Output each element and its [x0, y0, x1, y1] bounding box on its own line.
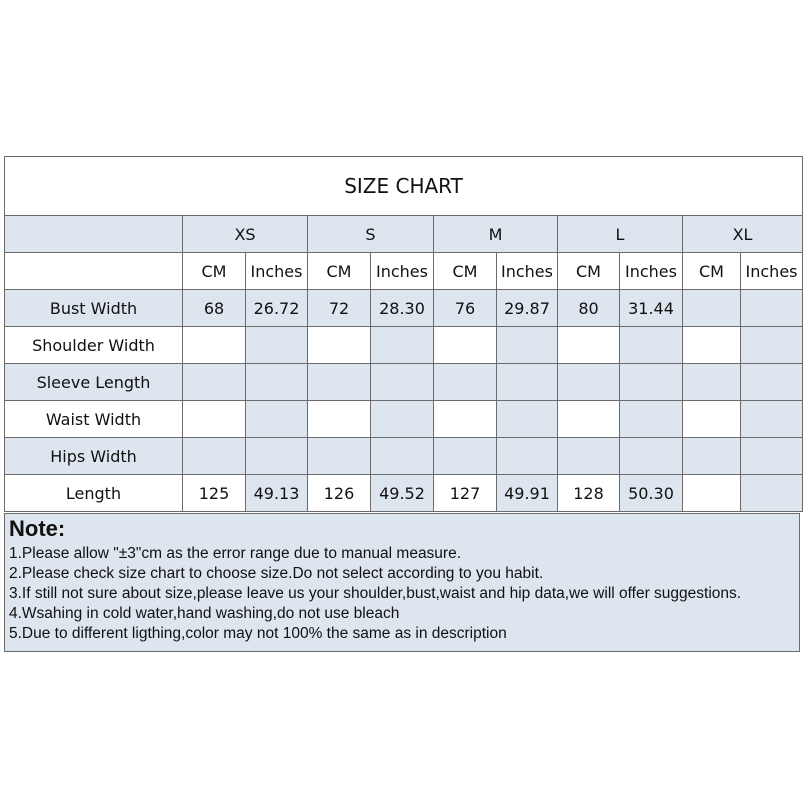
row-label: Length: [5, 475, 183, 512]
notes-title: Note:: [9, 516, 66, 541]
value-cell: [741, 475, 803, 512]
value-cell: [434, 327, 497, 364]
value-cell: 28.30: [371, 290, 434, 327]
value-cell: [558, 364, 620, 401]
unit-header: Inches: [371, 253, 434, 290]
value-cell: 50.30: [620, 475, 683, 512]
value-cell: [620, 327, 683, 364]
size-header-xs: XS: [183, 216, 308, 253]
value-cell: [246, 364, 308, 401]
value-cell: 29.87: [497, 290, 558, 327]
value-cell: 128: [558, 475, 620, 512]
value-cell: [371, 327, 434, 364]
value-cell: [371, 438, 434, 475]
chart-title: SIZE CHART: [5, 157, 803, 216]
value-cell: [308, 438, 371, 475]
value-cell: [558, 401, 620, 438]
value-cell: 125: [183, 475, 246, 512]
value-cell: 49.91: [497, 475, 558, 512]
value-cell: [741, 327, 803, 364]
value-cell: [497, 401, 558, 438]
size-header-m: M: [434, 216, 558, 253]
note-line: 5.Due to different ligthing,color may not 100% the same as in description: [9, 625, 507, 642]
note-line: 2.Please check size chart to choose size.Do not select according to you habit.: [9, 565, 544, 582]
unit-row-label: [5, 253, 183, 290]
note-line: 1.Please allow "±3"cm as the error range due to manual measure.: [9, 545, 462, 562]
unit-header: CM: [434, 253, 497, 290]
value-cell: [371, 364, 434, 401]
corner-cell: [5, 216, 183, 253]
value-cell: 76: [434, 290, 497, 327]
unit-header: Inches: [497, 253, 558, 290]
unit-header: Inches: [246, 253, 308, 290]
value-cell: [246, 327, 308, 364]
value-cell: [683, 401, 741, 438]
note-line: 3.If still not sure about size,please leave us your shoulder,bust,waist and hip data,we will offer suggestions.: [9, 585, 742, 602]
value-cell: [308, 364, 371, 401]
value-cell: [497, 364, 558, 401]
value-cell: [741, 290, 803, 327]
unit-header: CM: [183, 253, 246, 290]
value-cell: [308, 401, 371, 438]
value-cell: 49.52: [371, 475, 434, 512]
row-label: Shoulder Width: [5, 327, 183, 364]
value-cell: [683, 438, 741, 475]
value-cell: [620, 401, 683, 438]
unit-header: Inches: [620, 253, 683, 290]
value-cell: [620, 364, 683, 401]
unit-header: Inches: [741, 253, 803, 290]
value-cell: [434, 438, 497, 475]
size-header-xl: XL: [683, 216, 803, 253]
value-cell: [683, 327, 741, 364]
value-cell: 72: [308, 290, 371, 327]
notes-section: [4, 513, 800, 652]
value-cell: [620, 438, 683, 475]
value-cell: [683, 364, 741, 401]
value-cell: [434, 401, 497, 438]
unit-header: CM: [558, 253, 620, 290]
value-cell: 49.13: [246, 475, 308, 512]
unit-header: CM: [683, 253, 741, 290]
value-cell: [183, 364, 246, 401]
value-cell: 126: [308, 475, 371, 512]
value-cell: [497, 438, 558, 475]
value-cell: [497, 327, 558, 364]
value-cell: [558, 438, 620, 475]
size-header-l: L: [558, 216, 683, 253]
row-label: Sleeve Length: [5, 364, 183, 401]
value-cell: 80: [558, 290, 620, 327]
value-cell: [741, 438, 803, 475]
row-label: Bust Width: [5, 290, 183, 327]
table-row: [5, 327, 803, 364]
value-cell: 68: [183, 290, 246, 327]
table-row: [5, 475, 803, 512]
table-row: [5, 438, 803, 475]
value-cell: [183, 401, 246, 438]
table-row: [5, 364, 803, 401]
value-cell: [308, 327, 371, 364]
value-cell: [246, 438, 308, 475]
size-chart-table: [4, 156, 803, 512]
row-label: Waist Width: [5, 401, 183, 438]
unit-header: CM: [308, 253, 371, 290]
table-row: [5, 401, 803, 438]
value-cell: 31.44: [620, 290, 683, 327]
row-label: Hips Width: [5, 438, 183, 475]
value-cell: [558, 327, 620, 364]
value-cell: [183, 327, 246, 364]
value-cell: [741, 401, 803, 438]
table-row: [5, 290, 803, 327]
value-cell: 127: [434, 475, 497, 512]
value-cell: [434, 364, 497, 401]
value-cell: [683, 475, 741, 512]
value-cell: [371, 401, 434, 438]
value-cell: [683, 290, 741, 327]
size-header-s: S: [308, 216, 434, 253]
value-cell: [246, 401, 308, 438]
value-cell: 26.72: [246, 290, 308, 327]
value-cell: [183, 438, 246, 475]
note-line: 4.Wsahing in cold water,hand washing,do not use bleach: [9, 605, 400, 622]
value-cell: [741, 364, 803, 401]
